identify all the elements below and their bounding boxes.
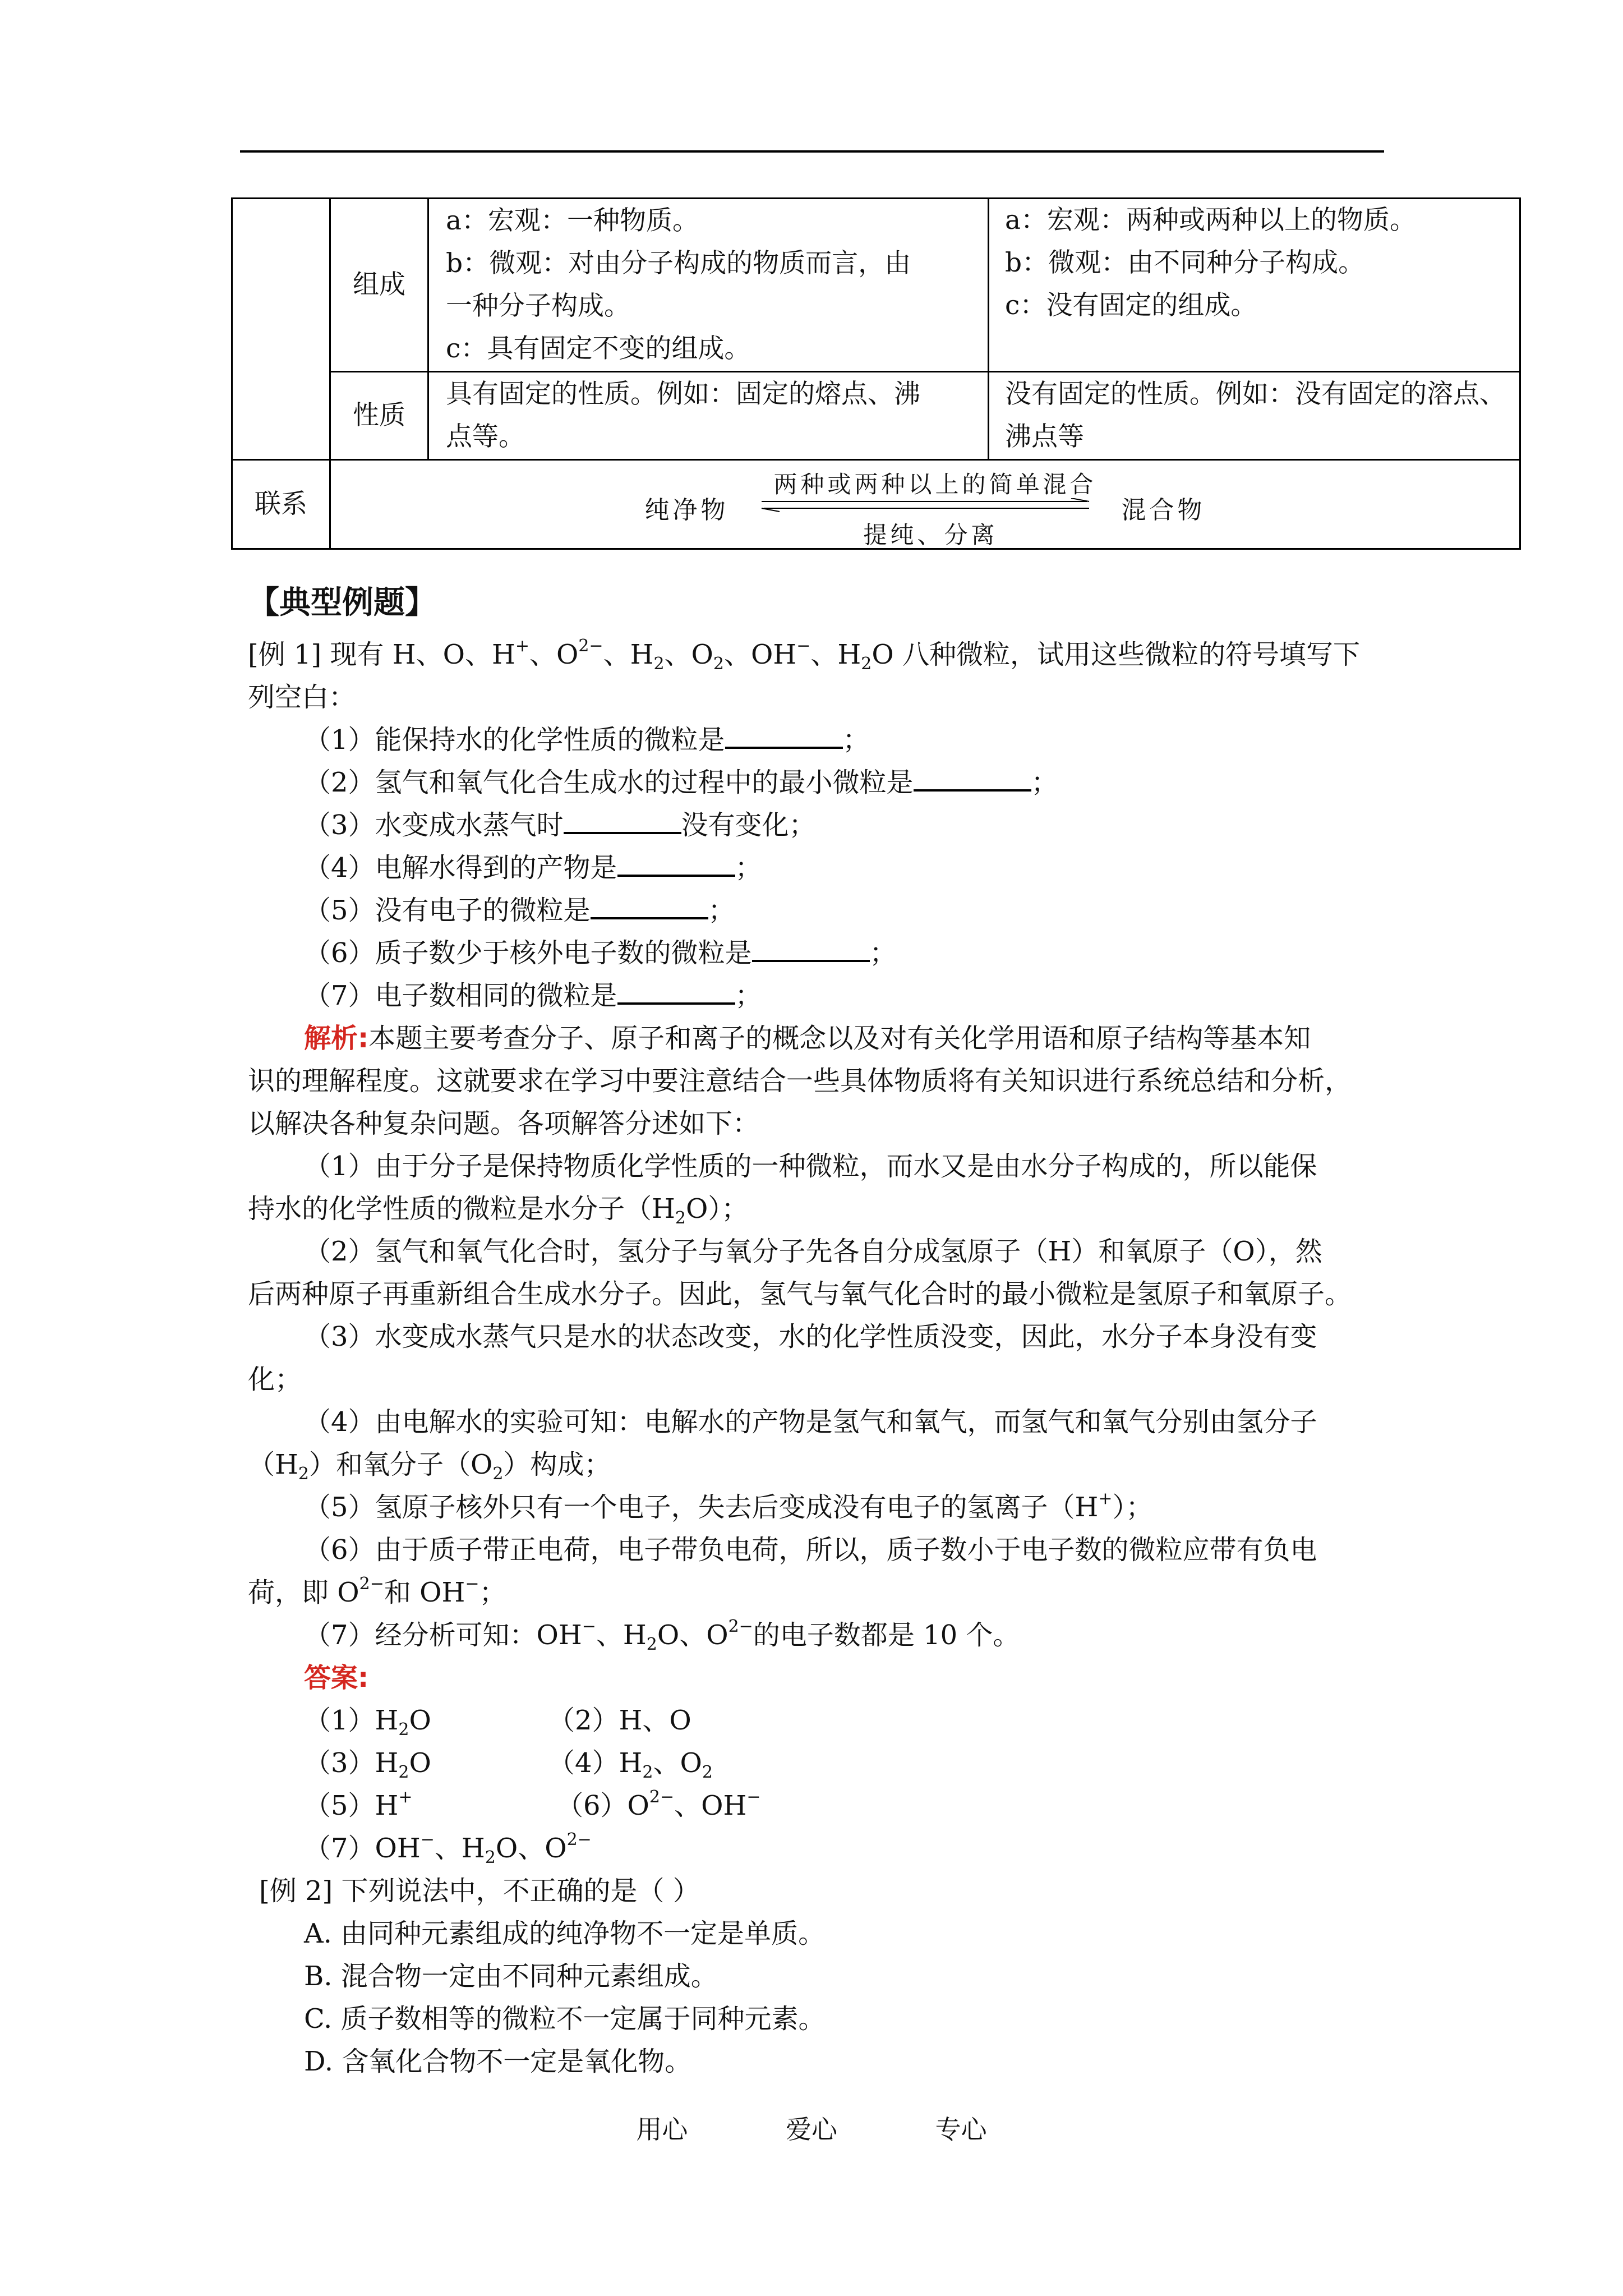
answer-blank[interactable] <box>725 724 843 749</box>
example1-intro-cont: 列空白： <box>248 682 356 713</box>
row-label-composition: 组成 <box>330 199 428 372</box>
explanation-4a: （4）由电解水的实验可知：电解水的产物是氢气和氧气，而氢气和氧气分别由氢分子 <box>304 1406 1317 1438</box>
explanation-6a: （6）由于质子带正电荷，电子带负电荷，所以，质子数小于电子数的微粒应带有负电 <box>304 1534 1317 1566</box>
option-d: D. 含氧化合物不一定是氧化物。 <box>304 2046 692 2077</box>
table-row-relation <box>232 460 1520 549</box>
question-7: （7）电子数相同的微粒是 ； <box>304 980 762 1011</box>
footer-word: 用心 <box>636 2114 688 2145</box>
answer-blank[interactable] <box>591 895 708 919</box>
page-footer <box>0 2109 1623 2146</box>
example2-question: [例 2] 下列说法中，不正确的是（ ） <box>259 1875 700 1907</box>
reversible-arrow-icon <box>757 498 1094 513</box>
question-3: （3）水变成水蒸气时 没有变化； <box>304 809 816 841</box>
relation-forward-label: 两种或两种以上的简单混合 <box>773 471 1097 498</box>
footer-word: 爱心 <box>786 2114 837 2145</box>
cell-line: c：没有固定的组成。 <box>1005 290 1257 321</box>
cell-line: 一种分子构成。 <box>446 291 630 321</box>
cell-line: a：宏观：一种物质。 <box>446 205 699 236</box>
footer-word: 专心 <box>935 2114 987 2145</box>
answer-blank[interactable] <box>617 852 735 877</box>
explanation-1a: （1）由于分子是保持物质化学性质的一种微粒，而水又是由水分子构成的，所以能保 <box>304 1151 1317 1182</box>
relation-backward-label: 提纯、分离 <box>863 521 998 549</box>
question-2: （2）氢气和氧气化合生成水的过程中的最小微粒是 ； <box>304 767 1058 798</box>
explanation-5: （5）氢原子核外只有一个电子，失去后变成没有电子的氢离子（H+）； <box>304 1489 1153 1523</box>
answer-6: $(6)O^{2-}$、OH− <box>556 1787 761 1821</box>
analysis-label: 解析: <box>304 1023 369 1054</box>
answer-blank[interactable] <box>914 767 1031 792</box>
cell-line: b：微观：由不同种分子构成。 <box>1005 247 1365 278</box>
table-row-composition <box>232 199 1520 372</box>
answer-4: $(4)H_2$、$O_2$ <box>548 1747 713 1782</box>
header-rule <box>240 150 1384 153</box>
analysis-line-1: 解析:本题主要考查分子、原子和离子的概念以及对有关化学用语和原子结构等基本知 <box>304 1023 1311 1054</box>
category-cell-blank <box>232 199 330 460</box>
explanation-1b: 持水的化学性质的微粒是水分子$(H_2O)$； <box>248 1193 749 1228</box>
answer-blank[interactable] <box>564 809 681 834</box>
analysis-line-3: 以解决各种复杂问题。各项解答分述如下： <box>248 1108 760 1139</box>
analysis-line-2: 识的理解程度。这就要求在学习中要注意结合一些具体物质将有关知识进行系统总结和分析， <box>248 1065 1352 1097</box>
cell-line: 具有固定的性质。例如：固定的熔点、沸 <box>446 379 920 409</box>
question-1: （1）能保持水的化学性质的微粒是 ； <box>304 724 870 756</box>
row-label-relation: 联系 <box>232 460 330 549</box>
cell-line: b：微观：对由分子构成的物质而言，由 <box>446 248 911 279</box>
composition-mixture-cell <box>989 199 1520 372</box>
answer-5: （5）H+ <box>304 1787 413 1821</box>
option-a: A. 由同种元素组成的纯净物不一定是单质。 <box>304 1918 826 1949</box>
cell-line: 点等。 <box>446 421 525 452</box>
comparison-table <box>231 197 1521 550</box>
row-label-property: 性质 <box>330 372 428 460</box>
relation-diagram <box>645 461 1206 547</box>
answer-2: （2）H、O <box>548 1705 691 1736</box>
answer-7: （7）OH−、$H_2O$、$O^{2-}$ <box>304 1830 592 1867</box>
relation-cell <box>330 460 1520 549</box>
example1-intro: [例 1] 现有 H、O、H+、$O^{2-}$、$H_2$、$O_2$、OH−、$H_2O$ 八种微粒，试用这些微粒的符号填写下 <box>248 636 1360 674</box>
explanation-3a: （3）水变成水蒸气只是水的状态改变，水的化学性质没变，因此，水分子本身没有变 <box>304 1321 1317 1352</box>
explanation-2a: （2）氢气和氧气化合时，氢分子与氧分子先各自分成氢原子（H）和氧原子（O），然 <box>304 1236 1322 1267</box>
option-b: B. 混合物一定由不同种元素组成。 <box>304 1961 718 1992</box>
answer-blank[interactable] <box>617 980 735 1005</box>
question-4: （4）电解水得到的产物是 ； <box>304 852 762 884</box>
property-pure-cell <box>428 372 989 460</box>
section-title: 【典型例题】 <box>248 585 436 621</box>
composition-pure-cell <box>428 199 989 372</box>
explanation-3b: 化； <box>248 1364 302 1395</box>
relation-right-term: 混合物 <box>1121 496 1206 524</box>
answer-3: $(3)H_2O$ <box>304 1747 431 1782</box>
answer-blank[interactable] <box>752 937 870 962</box>
cell-line: 沸点等 <box>1005 421 1084 452</box>
question-6: （6）质子数少于核外电子数的微粒是 ； <box>304 937 897 969</box>
cell-line: c：具有固定不变的组成。 <box>446 333 751 364</box>
table-row-property <box>232 372 1520 460</box>
explanation-2b: 后两种原子再重新组合生成水分子。因此，氢气与氧气化合时的最小微粒是氢原子和氧原子。 <box>248 1278 1352 1310</box>
cell-line: a：宏观：两种或两种以上的物质。 <box>1005 205 1417 236</box>
answer-label: 答案: <box>304 1662 369 1694</box>
property-mixture-cell <box>989 372 1520 460</box>
explanation-6b: 荷，即 $O^{2-}$和 OH−； <box>248 1574 506 1608</box>
question-5: （5）没有电子的微粒是 ； <box>304 895 735 926</box>
explanation-7: （7）经分析可知：OH−、$H_2O$、$O^{2-}$的电子数都是 10 个。 <box>304 1617 1020 1654</box>
relation-left-term: 纯净物 <box>644 496 729 524</box>
option-c: C. 质子数相等的微粒不一定属于同种元素。 <box>304 2003 826 2035</box>
explanation-4b: $(H_2)$和氧分子$(O_2)$构成； <box>248 1449 611 1484</box>
cell-line: 没有固定的性质。例如：没有固定的溶点、 <box>1005 379 1506 409</box>
answer-1: $(1)H_2O$ <box>304 1705 431 1740</box>
